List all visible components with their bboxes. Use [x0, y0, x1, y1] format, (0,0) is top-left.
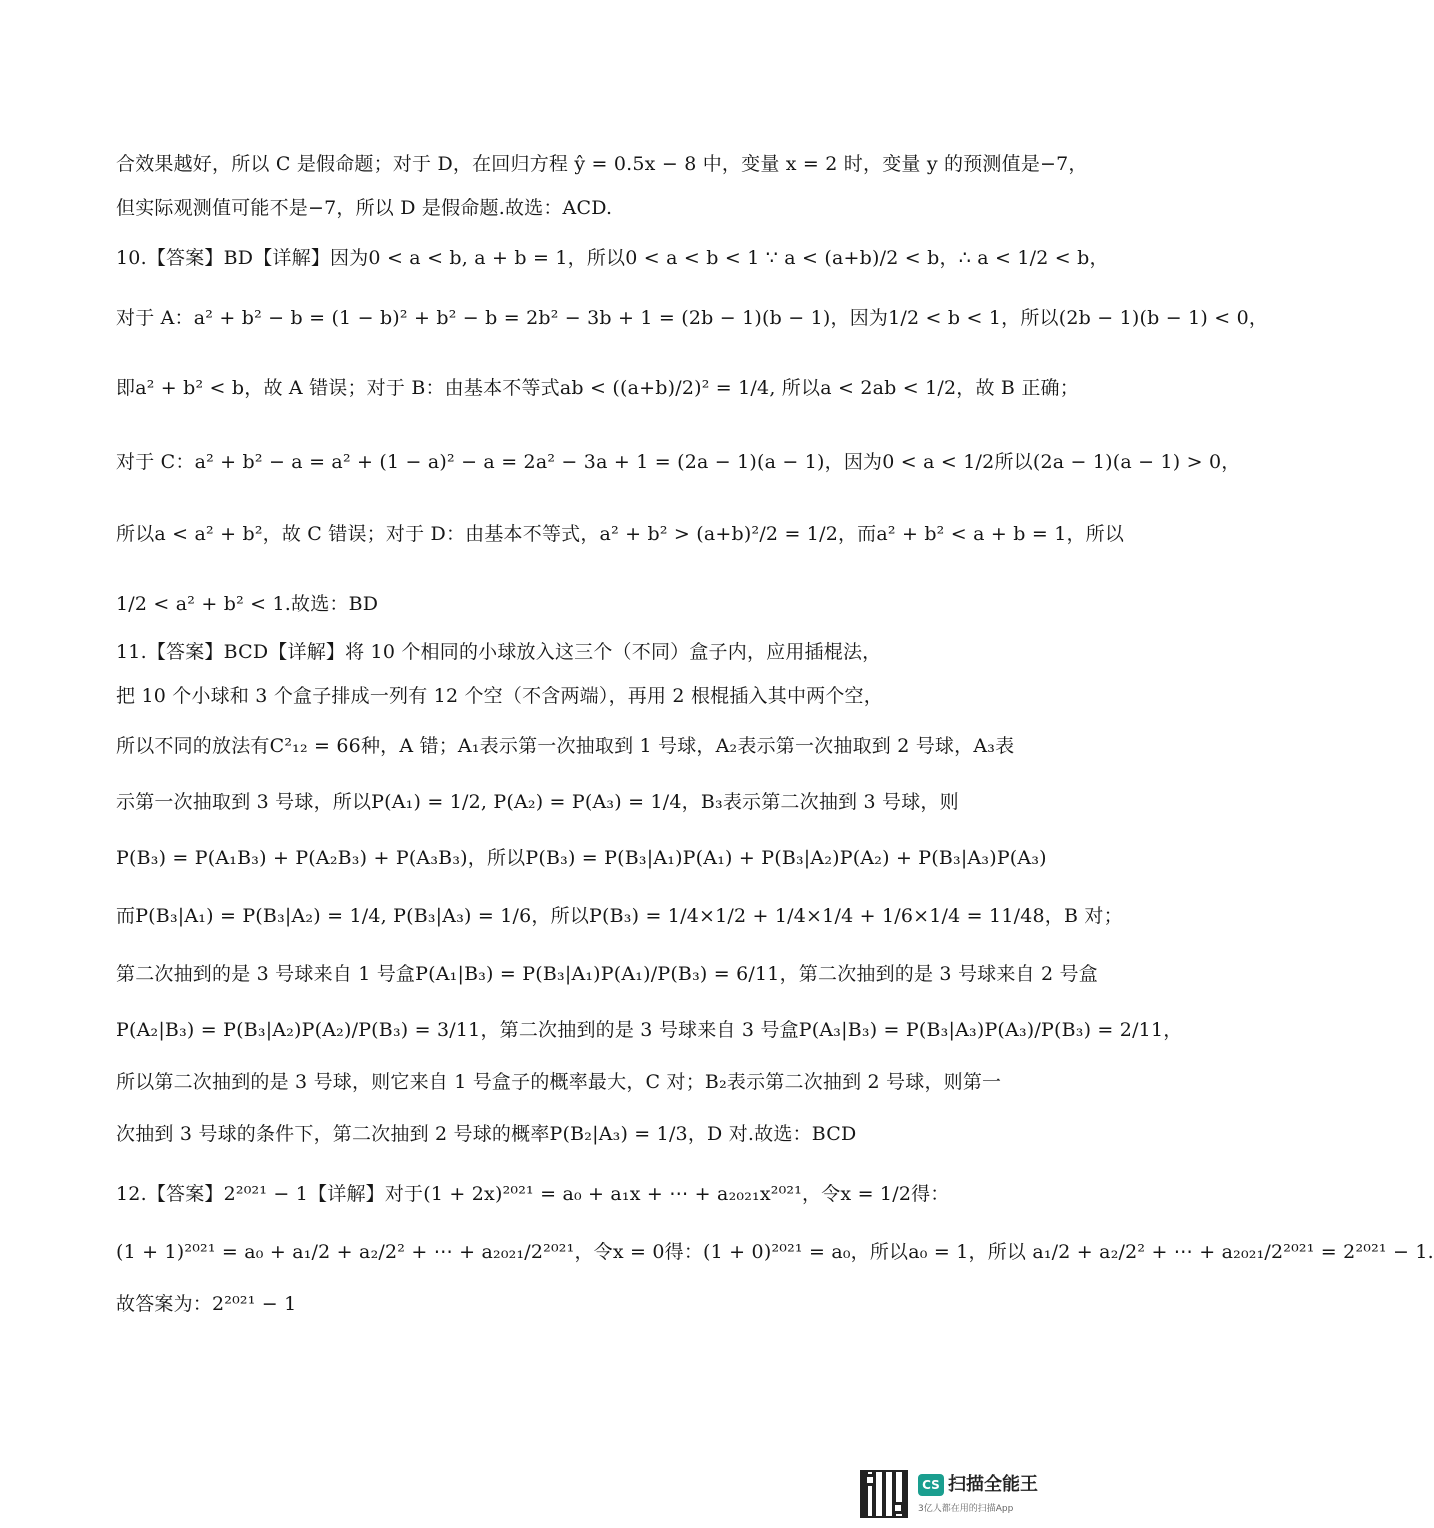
text-line: P(B₃) = P(A₁B₃) + P(A₂B₃) + P(A₃B₃)，所以P(B₃) = P(B₃|A₁)P(A₁) + P(B₃|A₂)P(A₂) + P(B₃|A₃)P(A₃)	[116, 847, 1047, 869]
text-line: 1/2 < a² + b² < 1.故选：BD	[116, 593, 379, 615]
text-line: 对于 A：a² + b² − b = (1 − b)² + b² − b = 2b² − 3b + 1 = (2b − 1)(b − 1)，因为1/2 < b < 1，所以(2b − 1)(b − 1) < 0，	[116, 307, 1269, 329]
text-line: 所以a < a² + b²，故 C 错误；对于 D：由基本不等式，a² + b² > (a+b)²/2 = 1/2，而a² + b² < a + b = 1，所以	[116, 523, 1125, 545]
text-line: 10.【答案】BD【详解】因为0 < a < b, a + b = 1，所以0 < a < b < 1 ∵ a < (a+b)/2 < b，∴ a < 1/2 < b，	[116, 247, 1109, 269]
brand-name: 扫描全能王	[948, 1474, 1038, 1495]
text-line: 所以不同的放法有C²₁₂ = 66种，A 错；A₁表示第一次抽取到 1 号球，A₂表示第一次抽取到 2 号球，A₃表	[116, 735, 1015, 757]
text-line: 对于 C：a² + b² − a = a² + (1 − a)² − a = 2a² − 3a + 1 = (2a − 1)(a − 1)，因为0 < a < 1/2所以(2a − 1)(a − 1) > 0，	[116, 451, 1241, 473]
text-line: 而P(B₃|A₁) = P(B₃|A₂) = 1/4, P(B₃|A₃) = 1/6，所以P(B₃) = 1/4×1/2 + 1/4×1/4 + 1/6×1/4 = 11/48，B 对；	[116, 905, 1123, 927]
text-line: 11.【答案】BCD【详解】将 10 个相同的小球放入这三个（不同）盒子内，应用插棍法，	[116, 641, 882, 663]
text-line: 第二次抽到的是 3 号球来自 1 号盒P(A₁|B₃) = P(B₃|A₁)P(A₁)/P(B₃) = 6/11，第二次抽到的是 3 号球来自 2 号盒	[116, 963, 1098, 985]
text-line: 次抽到 3 号球的条件下，第二次抽到 2 号球的概率P(B₂|A₃) = 1/3，D 对.故选：BCD	[116, 1123, 857, 1145]
text-line: 把 10 个小球和 3 个盒子排成一列有 12 个空（不含两端），再用 2 根棍插入其中两个空，	[116, 685, 883, 707]
text-line: 所以第二次抽到的是 3 号球，则它来自 1 号盒子的概率最大，C 对；B₂表示第二次抽到 2 号球，则第一	[116, 1071, 1002, 1093]
qr-code-icon	[860, 1470, 908, 1518]
text-line: 12.【答案】2²⁰²¹ − 1【详解】对于(1 + 2x)²⁰²¹ = a₀ + a₁x + ⋯ + a₂₀₂₁x²⁰²¹，令x = 1/2得：	[116, 1183, 950, 1205]
scanner-watermark	[860, 1470, 1050, 1522]
text-line: 合效果越好，所以 C 是假命题；对于 D，在回归方程 ŷ = 0.5x − 8 中，变量 x = 2 时，变量 y 的预测值是−7，	[116, 153, 1088, 175]
brand-tagline: 3亿人都在用的扫描App	[918, 1504, 1014, 1514]
text-line: 故答案为：2²⁰²¹ − 1	[116, 1293, 297, 1315]
text-line: 示第一次抽取到 3 号球，所以P(A₁) = 1/2, P(A₂) = P(A₃) = 1/4，B₃表示第二次抽到 3 号球，则	[116, 791, 959, 813]
camscanner-logo-icon: CS	[918, 1474, 944, 1496]
text-line: (1 + 1)²⁰²¹ = a₀ + a₁/2 + a₂/2² + ⋯ + a₂₀₂₁/2²⁰²¹，令x = 0得：(1 + 0)²⁰²¹ = a₀，所以a₀ = 1，所以 a₁/2 + a₂/2² + ⋯ + a₂₀₂₁/2²⁰²¹ = 2²⁰²¹ − 1.	[116, 1241, 1434, 1263]
text-line: 即a² + b² < b，故 A 错误；对于 B：由基本不等式ab < ((a+b)/2)² = 1/4, 所以a < 2ab < 1/2，故 B 正确；	[116, 377, 1079, 399]
text-line: 但实际观测值可能不是−7，所以 D 是假命题.故选：ACD.	[116, 197, 613, 219]
text-line: P(A₂|B₃) = P(B₃|A₂)P(A₂)/P(B₃) = 3/11，第二次抽到的是 3 号球来自 3 号盒P(A₃|B₃) = P(B₃|A₃)P(A₃)/P(B₃) = 2/11，	[116, 1019, 1183, 1041]
